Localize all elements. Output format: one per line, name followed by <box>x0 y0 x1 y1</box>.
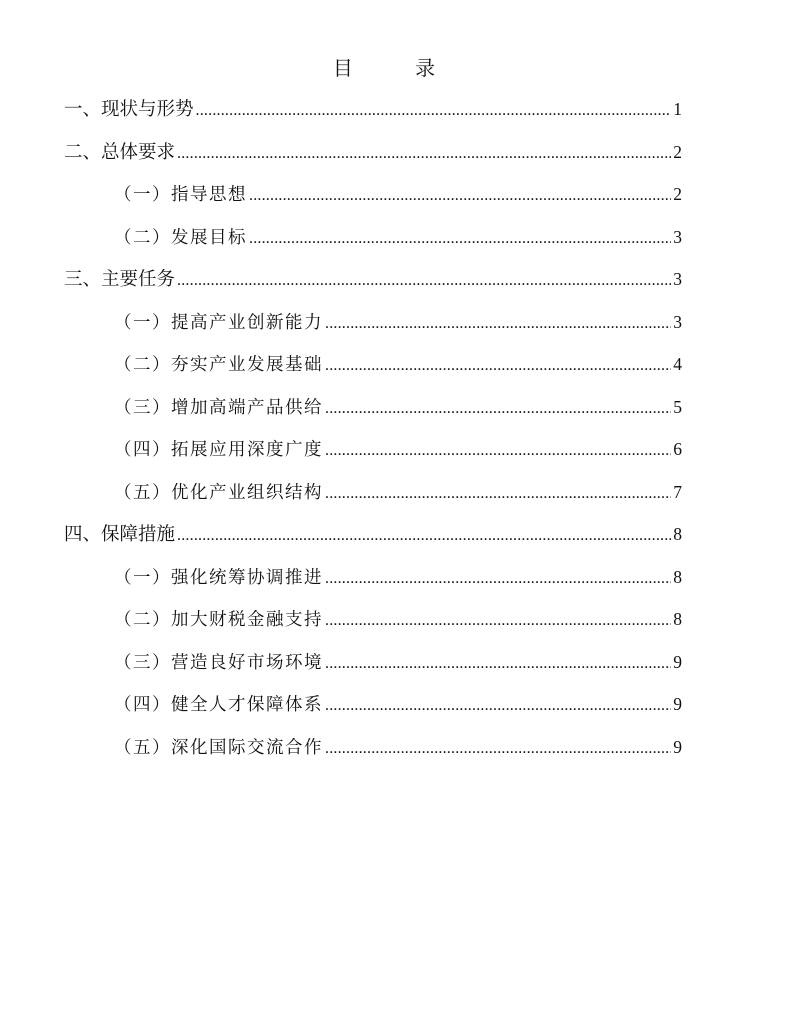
toc-subsection-entry <box>64 301 682 344</box>
toc-entry-label: （一）提高产业创新能力 <box>114 312 323 333</box>
toc-entry-label: （二）加大财税金融支持 <box>114 610 323 630</box>
toc-section-entry <box>64 88 682 131</box>
toc-page-number: 3 <box>673 269 682 289</box>
toc-dot-leader <box>177 515 671 558</box>
toc-entry-label: （三）营造良好市场环境 <box>114 652 323 673</box>
toc-page-number: 7 <box>673 481 682 502</box>
toc-page-number: 9 <box>673 651 682 672</box>
toc-page-number: 8 <box>673 566 682 587</box>
toc-dot-leader <box>177 260 671 303</box>
toc-page-number: 3 <box>673 226 682 247</box>
toc-subsection-entry <box>64 216 682 259</box>
toc-page-number: 9 <box>673 694 682 714</box>
toc-dot-leader <box>325 643 671 686</box>
toc-entry-label: （四）健全人才保障体系 <box>114 695 323 715</box>
page-title: 目 录 <box>332 56 464 80</box>
toc-page-number: 2 <box>673 141 682 162</box>
toc-subsection-entry <box>64 428 682 471</box>
toc-subsection-entry <box>64 683 682 726</box>
toc-entry-label: （五）深化国际交流合作 <box>114 737 323 758</box>
toc-page-number: 2 <box>673 184 682 204</box>
toc-entry-label: 三、主要任务 <box>64 269 176 290</box>
toc-entry-label: （二）发展目标 <box>114 227 247 248</box>
toc-subsection-entry <box>64 726 682 769</box>
toc-entry-label: 四、保障措施 <box>64 524 176 545</box>
toc-section-entry <box>64 131 682 174</box>
toc-section-entry <box>64 513 682 556</box>
toc-page-number: 3 <box>673 311 682 332</box>
toc-subsection-entry <box>64 386 682 429</box>
toc-page-number: 4 <box>673 354 682 374</box>
toc-subsection-entry <box>64 598 682 641</box>
toc-entry-label: （三）增加高端产品供给 <box>114 397 323 418</box>
toc-page-number: 1 <box>673 99 682 119</box>
table-of-contents <box>64 88 682 768</box>
toc-subsection-entry <box>64 641 682 684</box>
toc-page-number: 8 <box>673 524 682 544</box>
toc-entry-label: 二、总体要求 <box>64 141 176 163</box>
toc-subsection-entry <box>64 556 682 599</box>
toc-page-number: 9 <box>673 736 682 757</box>
toc-dot-leader <box>196 90 672 133</box>
toc-section-entry <box>64 258 682 301</box>
toc-entry-label: （一）指导思想 <box>114 185 247 205</box>
toc-entry-label: （四）拓展应用深度广度 <box>114 440 323 460</box>
toc-dot-leader <box>325 600 671 643</box>
toc-dot-leader <box>325 685 671 728</box>
toc-dot-leader <box>177 133 671 176</box>
toc-dot-leader <box>325 388 671 431</box>
toc-dot-leader <box>325 430 671 473</box>
toc-subsection-entry <box>64 173 682 216</box>
toc-dot-leader <box>249 218 671 261</box>
toc-dot-leader <box>249 175 671 218</box>
toc-dot-leader <box>325 473 671 516</box>
toc-entry-label: （二）夯实产业发展基础 <box>114 355 323 375</box>
toc-dot-leader <box>325 558 671 601</box>
toc-entry-label: （五）优化产业组织结构 <box>114 482 323 503</box>
toc-dot-leader <box>325 728 671 771</box>
toc-page-number: 5 <box>673 396 682 417</box>
toc-page-number: 6 <box>673 439 682 459</box>
toc-entry-label: （一）强化统筹协调推进 <box>114 567 323 588</box>
toc-subsection-entry <box>64 471 682 514</box>
toc-page-number: 8 <box>673 609 682 629</box>
toc-subsection-entry <box>64 343 682 386</box>
toc-dot-leader <box>325 345 671 388</box>
toc-entry-label: 一、现状与形势 <box>64 99 194 120</box>
toc-dot-leader <box>325 303 671 346</box>
